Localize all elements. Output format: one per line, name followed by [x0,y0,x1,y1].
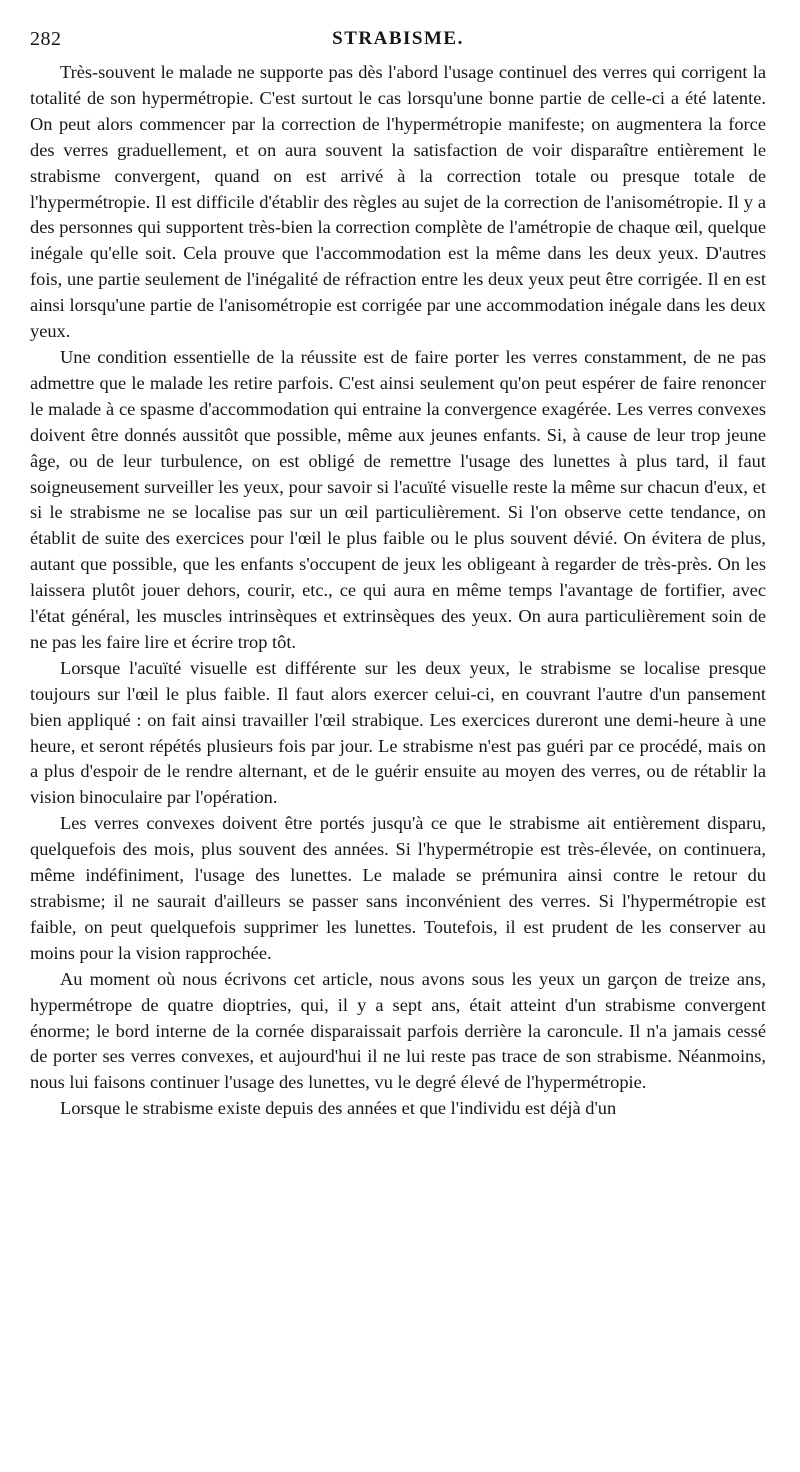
paragraph-case-example: Au moment où nous écrivons cet article, nous avons sous les yeux un garçon de treize ans, hypermétrope de quatre dioptries, qui, il y a sept ans, était atteint d'un strabisme convergent énorme; le bord interne de la cornée disparaissait parfois derrière la caroncule. Il n'a jamais cessé de porter ses verres convexes, et aujourd'hui il ne lui reste pas trace de son strabisme. Néanmoins, nous lui faisons continuer l'usage des lunettes, vu le degré élevé de l'hypermétropie. [30,968,766,1093]
document-page [30,26,766,1122]
paragraph-visual-acuity: Lorsque l'acuïté visuelle est différente sur les deux yeux, le strabisme se localise presque toujours sur l'œil le plus faible. Il faut alors exercer celui-ci, en couvrant l'autre d'un pansement bien appliqué : on fait ainsi travailler l'œil strabique. Les exercices dureront une demi-heure à une heure, et seront répétés plusieurs fois par jour. Le strabisme n'est pas guéri par ce procédé, mais on a plus d'espoir de le rendre alternant, et de le guérir ensuite au moyen des verres, ou de rétablir la vision binoculaire par l'opération. [30,657,766,808]
paragraph-longstanding-strabismus: Lorsque le strabisme existe depuis des années et que l'individu est déjà d'un [60,1098,617,1119]
paragraph-glasses-correction: Très-souvent le malade ne supporte pas dès l'abord l'usage continuel des verres qui corrigent la totalité de son hypermétropie. C'est surtout le cas lorsqu'une bonne partie de celle-ci a été latente. On peut alors commencer par la correction de l'hypermétropie manifeste; on augmentera la force des verres graduellement, et on aura souvent la satisfaction de voir disparaître entièrement le strabisme convergent, quand on est arrivé à la correction totale ou presque totale de l'hypermétropie. Il est difficile d'établir des règles au sujet de la correction de l'anisométropie. Il y a des personnes qui supportent très-bien la correction complète de l'amétropie de chaque œil, quelque inégale qu'elle soit. Cela prouve que l'accommodation est la même dans les deux yeux. D'autres fois, une partie seulement de l'inégalité de réfraction entre les deux yeux peut être corrigée. Il en est ainsi lorsqu'une partie de l'anisométropie est corrigée par une accommodation inégale dans les deux yeux. [30,62,766,342]
running-header [30,26,766,60]
body-text [30,60,766,1122]
paragraph-duration: Les verres convexes doivent être portés jusqu'à ce que le strabisme ait entièrement disparu, quelquefois des mois, plus souvent des années. Si l'hypermétropie est très-élevée, on continuera, même indéfiniment, l'usage des lunettes. Le malade se prémunira ainsi contre le retour du strabisme; il ne saurait d'ailleurs se passer sans inconvénient des verres. Si l'hypermétropie est faible, on peut quelquefois supprimer les lunettes. Toutefois, il est prudent de les conserver au moins pour la vision rapprochée. [30,813,766,963]
running-title: STRABISME. [332,28,464,49]
paragraph-constant-wear: Une condition essentielle de la réussite est de faire porter les verres constamment, de ne pas admettre que le malade les retire parfois. C'est ainsi seulement qu'on peut espérer de faire renoncer le malade à ce spasme d'accommodation qui entraine la convergence exagérée. Les verres convexes doivent être donnés aussitôt que possible, même aux jeunes enfants. Si, à cause de leur trop jeune âge, ou de leur turbulence, on est obligé de remettre l'usage des lunettes à plus tard, il faut soigneusement surveiller les yeux, pour savoir si l'acuïté visuelle reste la même sur chacun d'eux, et si le strabisme ne se localise pas sur un œil particulièrement. Si l'on observe cette tendance, on établit de suite des exercices pour l'œil le plus faible ou le plus souvent dévié. On évitera de plus, autant que possible, que les enfants s'occupent de jeux les obligeant à regarder de très-près. On les laissera plutôt jouer dehors, courir, etc., ce qui aura en même temps l'avantage de fortifier, avec l'état général, les muscles intrinsèques et extrinsèques des yeux. On aura particulièrement soin de ne pas les faire lire et écrire trop tôt. [30,346,766,652]
page-number: 282 [30,28,62,50]
